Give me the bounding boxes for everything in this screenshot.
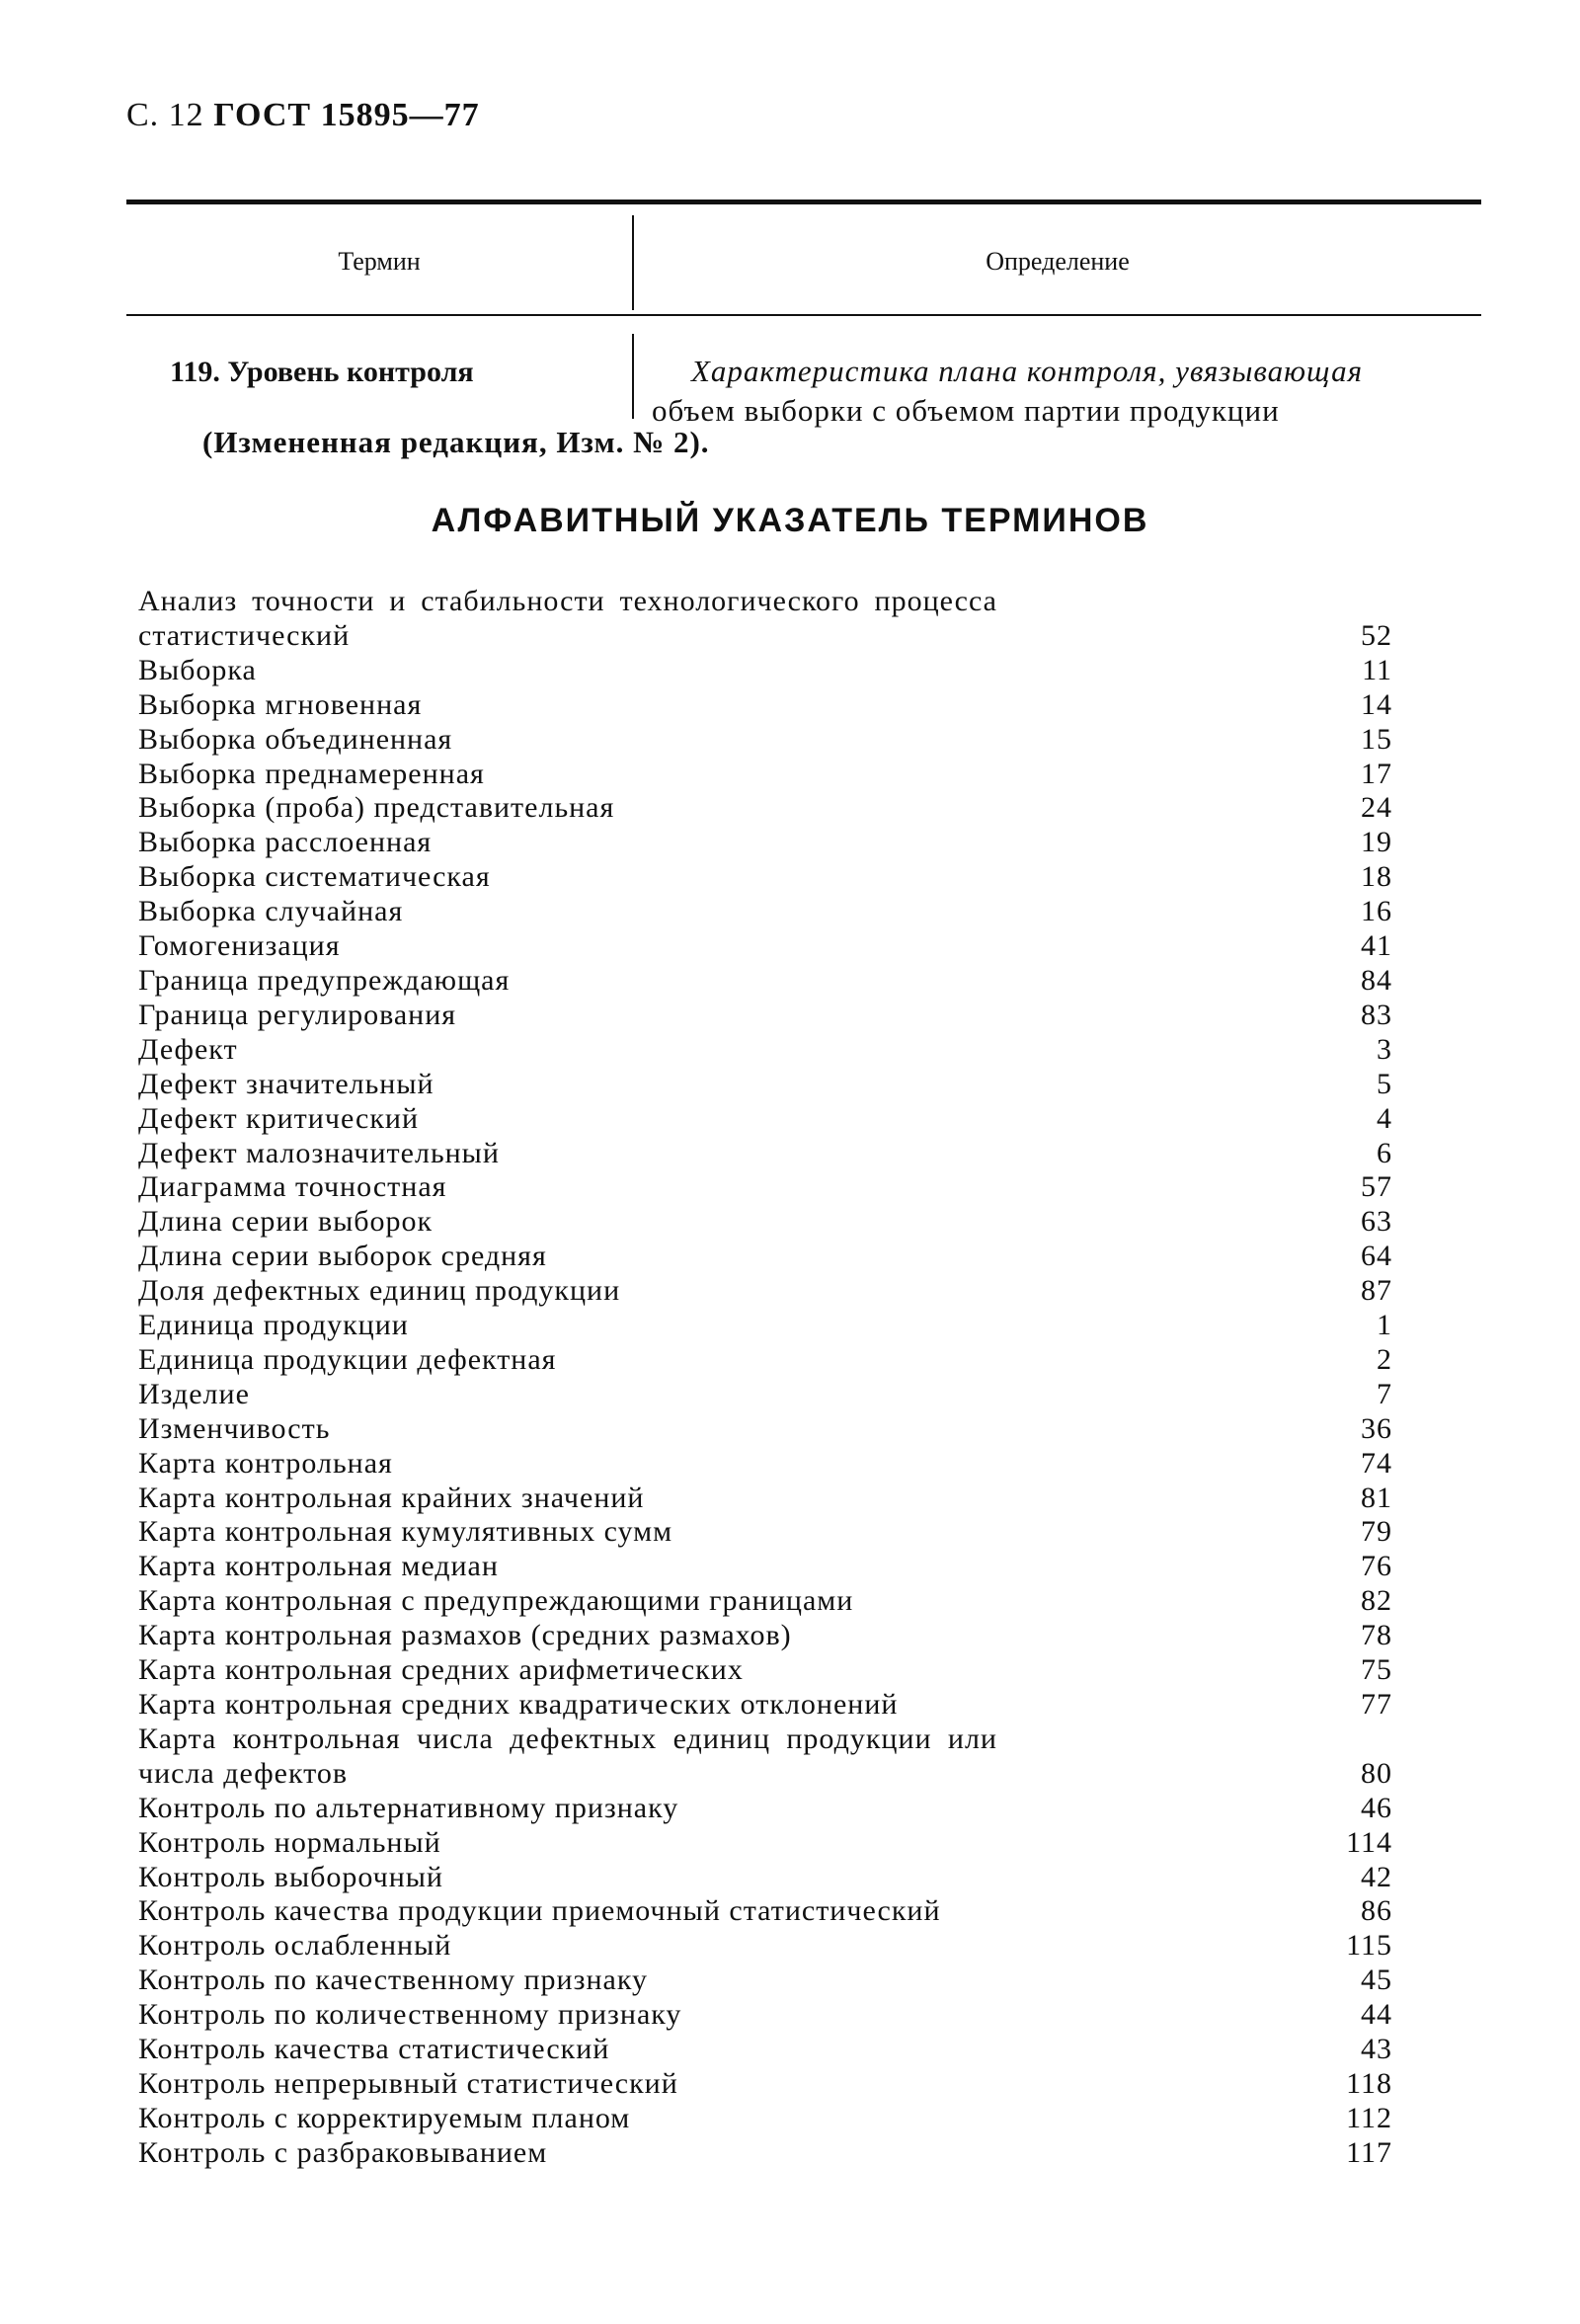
index-entry-term: Карта контрольная с предупреждающими границами [138,1584,854,1618]
index-entry-term: Контроль по количественному признаку [138,1998,682,2032]
standard-code: ГОСТ 15895—77 [213,97,480,133]
index-entry [138,1792,1392,1826]
index-entry-term: Карта контрольная размахов (средних размахов) [138,1619,792,1652]
index-entry-term: Выборка расслоенная [138,826,433,859]
index-entry-term: Контроль выборочный [138,1860,443,1893]
index-entry [138,929,1392,964]
index-entry-number: 5 [1377,1067,1392,1100]
index-entry-number: 112 [1346,2101,1392,2134]
index-entry [138,1240,1392,1274]
index-entry-term: Контроль по альтернативному признаку [138,1791,679,1824]
column-header-term: Термин [338,247,421,276]
index-entry [138,895,1392,929]
index-entry-number: 14 [1361,687,1392,721]
index-entry [138,826,1392,860]
index-entry [138,2067,1392,2102]
term-index-list [138,585,1392,2171]
index-entry-number: 64 [1361,1240,1392,1273]
index-entry [138,1653,1392,1688]
index-entry [138,1688,1392,1723]
index-entry [138,2033,1392,2067]
index-entry [138,1205,1392,1240]
index-entry [138,1068,1392,1102]
index-entry [138,1309,1392,1343]
index-entry-term-line: Анализ точности и стабильности технологического процесса [138,585,997,617]
index-entry-term: Дефект значительный [138,1067,434,1100]
index-entry [138,1723,1392,1792]
index-entry-term: Выборка мгновенная [138,687,423,721]
index-entry-number: 52 [1361,618,1392,652]
index-entry-term: Контроль ослабленный [138,1929,452,1963]
index-entry [138,1412,1392,1447]
index-entry-term: Карта контрольная средних арифметических [138,1653,744,1687]
index-entry-number: 57 [1361,1170,1392,1204]
index-entry-term: Карта контрольная крайних значений [138,1481,645,1514]
index-entry-number: 114 [1346,1825,1392,1859]
index-entry [138,2102,1392,2136]
index-entry-term: Изделие [138,1377,250,1410]
index-entry [138,860,1392,895]
index-entry [138,964,1392,999]
index-entry-number: 77 [1361,1688,1392,1721]
index-entry-number: 118 [1346,2066,1392,2100]
index-entry-term: Контроль качества статистический [138,2033,610,2066]
index-entry-term: Контроль по качественному признаку [138,1963,648,1997]
index-entry [138,1861,1392,1895]
index-entry [138,1482,1392,1516]
index-entry [138,758,1392,792]
index-entry-number: 87 [1361,1274,1392,1308]
page-number: С. 12 [126,97,204,133]
page-header [126,97,480,134]
index-entry-term: Изменчивость [138,1411,331,1445]
index-entry-number: 78 [1361,1619,1392,1652]
index-entry-term: Карта контрольная медиан [138,1550,499,1583]
edit-note: (Измененная редакция, Изм. № 2). [202,425,710,459]
index-entry-term: Контроль нормальный [138,1825,441,1859]
index-entry-term: Контроль качества продукции приемочный статистический [138,1894,941,1928]
index-entry-number: 115 [1346,1929,1392,1963]
index-entry-number: 18 [1361,860,1392,894]
index-entry-number: 36 [1361,1411,1392,1445]
index-entry-term: Единица продукции дефектная [138,1342,557,1376]
index-entry-number: 24 [1361,791,1392,825]
table-column-divider [632,334,634,419]
index-entry-number: 46 [1361,1791,1392,1824]
table-row-term: 119. Уровень контроля [170,356,474,388]
index-entry [138,1447,1392,1482]
index-entry-number: 3 [1377,1032,1392,1066]
index-entry [138,1170,1392,1205]
index-entry [138,1378,1392,1412]
index-entry-term: Выборка случайная [138,895,404,928]
index-entry [138,723,1392,758]
index-entry-term: Выборка систематическая [138,860,491,894]
index-entry-number: 76 [1361,1550,1392,1583]
table-row-definition [652,352,1491,431]
index-entry [138,2136,1392,2171]
index-entry-number: 86 [1361,1894,1392,1928]
index-entry-number: 84 [1361,963,1392,997]
index-entry-term: Выборка объединенная [138,722,453,756]
index-entry-number: 6 [1377,1136,1392,1169]
index-entry-term: Единица продукции [138,1309,409,1342]
index-entry [138,791,1392,826]
index-entry [138,1894,1392,1929]
index-entry-number: 81 [1361,1481,1392,1514]
index-entry [138,1274,1392,1309]
index-entry-number: 45 [1361,1963,1392,1997]
index-entry [138,1515,1392,1550]
table-header-rule [126,314,1481,316]
index-entry [138,1550,1392,1584]
index-entry [138,688,1392,723]
index-entry-term: числа дефектов [138,1756,349,1790]
index-entry-number: 82 [1361,1584,1392,1618]
index-title: АЛФАВИТНЫЙ УКАЗАТЕЛЬ ТЕРМИНОВ [431,502,1149,539]
index-entry-number: 16 [1361,895,1392,928]
index-entry-number: 117 [1346,2135,1392,2169]
index-entry-term: Длина серии выборок [138,1205,434,1239]
index-entry-term: Граница регулирования [138,998,457,1031]
index-entry-term: Карта контрольная [138,1446,393,1480]
index-entry-number: 44 [1361,1998,1392,2032]
index-entry-term: Доля дефектных единиц продукции [138,1274,621,1308]
column-header-definition: Определение [986,247,1130,276]
index-entry [138,1619,1392,1653]
index-entry-number: 19 [1361,826,1392,859]
index-entry-term: Дефект малозначительный [138,1136,500,1169]
definition-line: Характеристика плана контроля, увязывающая [691,354,1364,388]
index-entry [138,1963,1392,1998]
index-entry [138,1033,1392,1068]
definition-line: объем выборки с объемом партии продукции [652,393,1280,428]
index-entry-term: Контроль с разбраковыванием [138,2135,548,2169]
index-entry-number: 42 [1361,1860,1392,1893]
index-entry [138,585,1392,654]
index-entry-term: Выборка преднамеренная [138,757,485,790]
index-entry-term: Дефект критический [138,1101,420,1135]
index-entry-number: 17 [1361,757,1392,790]
index-entry-number: 80 [1361,1756,1392,1790]
index-entry-number: 15 [1361,722,1392,756]
index-entry [138,999,1392,1033]
index-entry-term: Выборка (проба) представительная [138,791,615,825]
index-entry-number: 41 [1361,929,1392,963]
index-entry-number: 63 [1361,1205,1392,1239]
index-entry-term: Граница предупреждающая [138,963,511,997]
index-entry-number: 74 [1361,1446,1392,1480]
index-entry-number: 79 [1361,1515,1392,1549]
index-entry-number: 7 [1377,1377,1392,1410]
index-entry [138,1826,1392,1861]
index-entry-term: Выборка [138,653,257,686]
index-entry-term: статистический [138,618,351,652]
index-entry-term-line: Карта контрольная числа дефектных единиц продукции или [138,1722,997,1755]
index-entry-term: Гомогенизация [138,929,341,963]
index-entry [138,1998,1392,2033]
index-entry-number: 11 [1362,653,1392,686]
index-entry [138,1343,1392,1378]
index-entry-number: 2 [1377,1342,1392,1376]
index-entry-term: Диаграмма точностная [138,1170,447,1204]
index-entry [138,1929,1392,1963]
index-entry-number: 1 [1377,1309,1392,1342]
table-top-rule [126,200,1481,204]
index-entry-number: 4 [1377,1101,1392,1135]
index-entry-term: Длина серии выборок средняя [138,1240,547,1273]
index-entry [138,1137,1392,1171]
index-entry-term: Карта контрольная средних квадратических отклонений [138,1688,899,1721]
index-entry-term: Контроль с корректируемым планом [138,2101,631,2134]
index-entry-number: 83 [1361,998,1392,1031]
index-entry-number: 75 [1361,1653,1392,1687]
index-entry [138,1584,1392,1619]
index-entry [138,654,1392,688]
index-entry-number: 43 [1361,2033,1392,2066]
index-entry-term: Контроль непрерывный статистический [138,2066,678,2100]
index-entry-term: Дефект [138,1032,238,1066]
index-entry-term: Карта контрольная кумулятивных сумм [138,1515,673,1549]
index-entry [138,1102,1392,1137]
